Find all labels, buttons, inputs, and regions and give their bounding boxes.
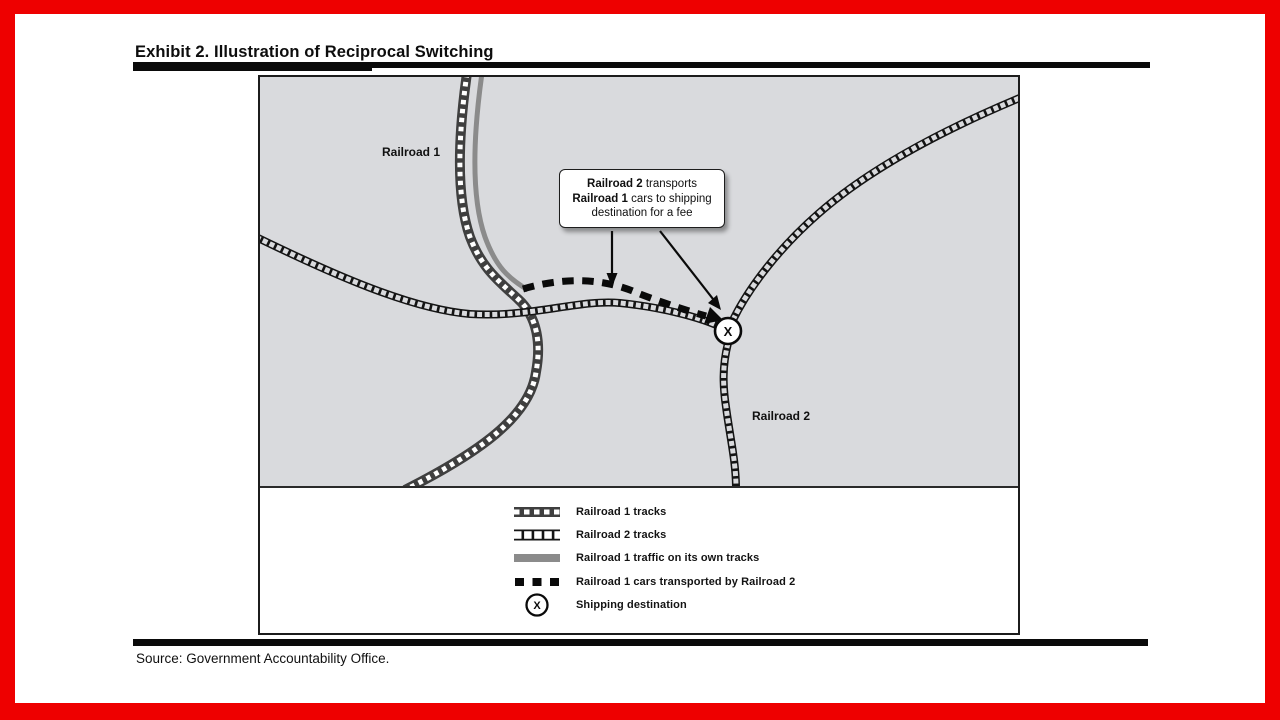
legend-label: Railroad 2 tracks — [576, 529, 667, 542]
railroad-map — [260, 77, 1018, 488]
callout-arrow-diagonal — [660, 231, 713, 299]
reciprocal-switching-callout — [559, 169, 725, 228]
callout-line-1: Railroad 2 transports — [587, 178, 697, 190]
bottom-rule — [133, 639, 1148, 646]
railroad-map-graphic — [260, 77, 1018, 486]
source-attribution: Source: Government Accountability Office. — [136, 651, 390, 666]
legend-label: Railroad 1 traffic on its own tracks — [576, 552, 760, 565]
railroad-1-traffic-icon — [512, 549, 562, 567]
callout-line-3: destination for a fee — [591, 207, 693, 219]
railroad-2-tracks-icon — [512, 526, 562, 544]
legend-row — [512, 500, 1018, 523]
railroad-1-cars-icon — [512, 573, 562, 591]
legend — [260, 488, 1018, 617]
legend-row — [512, 547, 1018, 570]
legend-row — [512, 523, 1018, 546]
railroad-1-tracks-icon — [512, 503, 562, 521]
callout-line-2: Railroad 1 cars to shipping — [572, 192, 712, 205]
svg-text:X: X — [533, 600, 541, 613]
title-rule-accent — [133, 62, 372, 71]
legend-label: Railroad 1 cars transported by Railroad 2 — [576, 575, 796, 588]
diagram-box — [258, 75, 1020, 635]
railroad-2-upper-branch-path — [733, 97, 1018, 320]
legend-label: Railroad 1 tracks — [576, 505, 667, 518]
shipping-destination-legend-icon — [512, 596, 562, 614]
railroad-2-upper-branch-ties — [733, 97, 1018, 320]
exhibit-title: Exhibit 2. Illustration of Reciprocal Switching — [135, 43, 494, 61]
railroad-1-label: Railroad 1 — [382, 145, 441, 159]
legend-row — [512, 594, 1018, 617]
railroad-2-label: Railroad 2 — [752, 409, 811, 423]
legend-label: Shipping destination — [576, 599, 687, 612]
legend-row — [512, 570, 1018, 593]
shipping-destination-x: X — [723, 324, 733, 339]
